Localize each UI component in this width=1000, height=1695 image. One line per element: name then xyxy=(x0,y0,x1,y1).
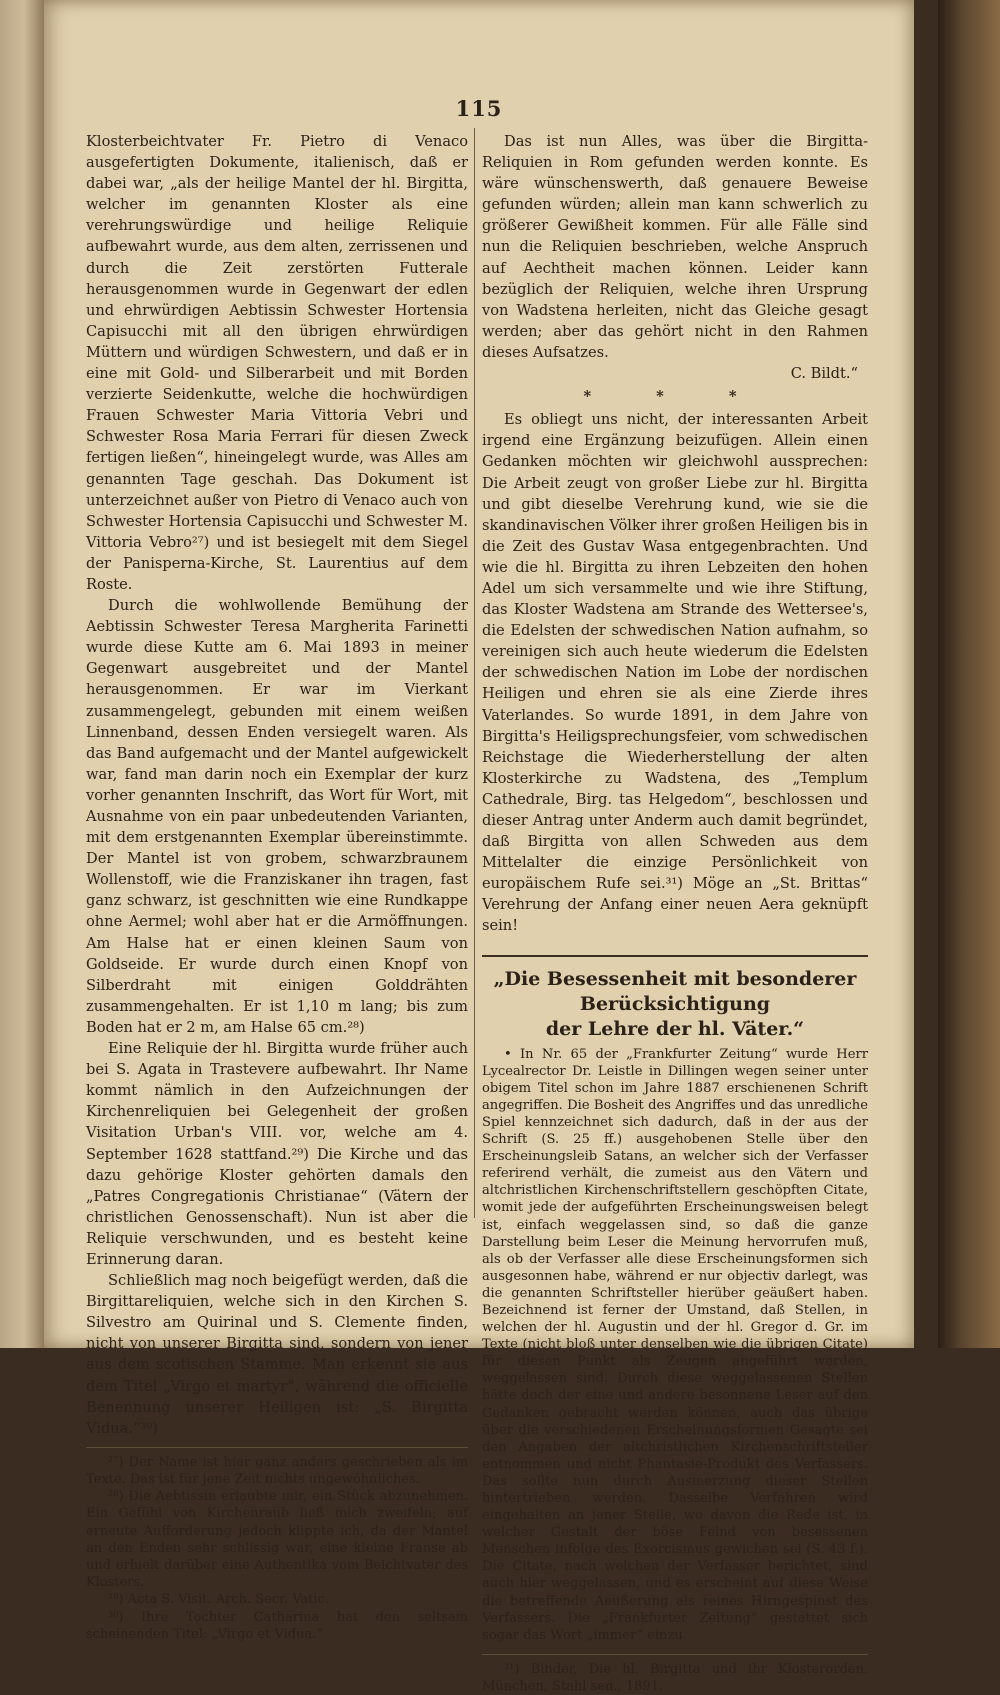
book-page xyxy=(44,0,914,1695)
article-title-line-1: „Die Besessenheit mit besonderer Berücksichtigung xyxy=(493,967,857,1015)
footnote-29: ²⁹) Acta S. Visit. Arch. Secr. Vatic. xyxy=(108,1592,329,1608)
left-paragraph-3: Eine Reliquie der hl. Birgitta wurde früher auch bei S. Agata in Trastevere aufbewahrt. Ihr Name kommt nämlich in den Aufzeichnungen der Kirchenreliquien bei Gelegenheit der großen Visitation Urban's VIII. vor, welche am 4. September 1628 stattfand.²⁹) Die Kirche und das dazu gehörige Kloster gehörten damals den „Patres Congregationis Christianae“ (Vätern der christlichen Genossenschaft). Nun ist aber die Reliquie verschwunden, und es besteht keine Erinnerung daran. xyxy=(86,1040,468,1268)
book-cover-edge-right xyxy=(938,0,1000,1348)
footnote-28: ²⁸) Die Aebtissin erlaubte mir, ein Stück abzunehmen. Ein Gefühl von Kirchenraub ließ mich zweifeln; auf erneute Aufforderung jedoch klippte ich, da der Mantel an den Enden sehr schlissig war, eine kleine Franse ab und erhielt darüber eine Authentika vom Beichtvater des Klosters. xyxy=(86,1489,468,1591)
page-number: 115 xyxy=(455,96,503,121)
left-paragraph-1: Klosterbeichtvater Fr. Pietro di Venaco ausgefertigten Dokumente, italienisch, daß er dabei war, „als der heilige Mantel der hl. Birgitta, welcher im genannten Kloster als eine verehrungswürdige und heilige Reliquie aufbewahrt wurde, aus dem alten, zerrissenen und durch die Zeit zerstörten Futterale herausgenommen wurde in Gegenwart der edlen und ehrwürdigen Aebtissin Schwester Hortensia Capisucchi mit all den übrigen ehrwürdigen Müttern und würdigen Schwestern, und daß er in eine mit Gold- und Silberarbeit und mit Borden verzierte Seidenkutte, welche die hochwürdigen Frauen Schwester Maria Vittoria Vebri und Schwester Rosa Maria Ferrari für diesen Zweck fertigen ließen“, hineingelegt wurde, was Alles am genannten Tage geschah. Das Dokument ist unterzeichnet außer von Pietro di Venaco auch von Schwester Hortensia Capisucchi und Schwester M. Vittoria Vebro²⁷) und ist besiegelt mit dem Siegel der Panisperna-Kirche, St. Laurentius auf dem Roste. xyxy=(86,133,468,593)
article-body: • In Nr. 65 der „Frankfurter Zeitung“ wurde Herr Lycealrector Dr. Leistle in Dillingen wegen seiner unter obigem Titel schon im Jahre 1887 erschienenen Schrift angegriffen. Die Bosheit des Angriffes und das unredliche Spiel kennzeichnet sich dadurch, daß in der aus der Schrift (S. 25 ff.) ausgehobenen Stelle über den Erscheinungsleib Satans, an welcher sich der Verfasser referirend verhält, die zumeist aus den Vätern und altchristlichen Kirchenschriftstellern geschöpften Citate, womit jede der aufgeführten Erscheinungsweisen belegt ist, einfach weggelassen sind, so daß die ganze Darstellung beim Leser die Meinung hervorrufen muß, als ob der Verfasser alle diese Erscheinungsformen sich ausgesonnen habe, während er nur objectiv darlegt, was die genannten Schriftsteller hierüber geäußert haben. Bezeichnend ist ferner der Umstand, daß Stellen, in welchen der hl. Augustin und der hl. Gregor d. Gr. im Texte (nicht bloß unter denselben wie die übrigen Citate) für diesen Punkt als Zeugen angeführt werden, weggelassen sind. Durch diese weggelassenen Stellen hätte doch der eine und andere besonnene Leser auf den Gedanken gebracht werden können, auch das übrige über die verschiedenen Erscheinungsformen Gesagte sei den Angaben der altchristlichen Kirchenschriftsteller entnommen und nicht Phantasie-Produkt des Verfassers. Das sollte nun durch Ausmerzung dieser Stellen hintertrieben werden. Dasselbe Verfahren wird eingehalten an jener Stelle, wo davon die Rede ist, in welcher Gestalt der böse Feind von besessenen Menschen infolge des Exorcismus gewichen sei (S. 43 f.). Die Citate, nach welchen der Verfasser berichtet, sind auch hier weggelassen, und es erscheint auf diese Weise die betreffende Aeußerung als reines Hirngespinst des Verfassers. Die „Frankfurter Zeitung“ gestattet sich sogar das Wort „immer“ einzu xyxy=(482,1046,868,1643)
right-column xyxy=(482,131,868,1695)
right-paragraph-2: Es obliegt uns nicht, der interessanten Arbeit irgend eine Ergänzung beizufügen. Allein einen Gedanken möchten wir gleichwohl aussprechen: Die Arbeit zeugt von großer Liebe zur hl. Birgitta und gibt dieselbe Verehrung kund, wie sie die skandinavischen Völker ihrer großen Heiligen bis in die Zeit des Gustav Wasa entgegenbrachten. Und wie die hl. Birgitta zu ihren Lebzeiten den hohen Adel um sich versammelte und wie ihre Stiftung, das Kloster Wadstena am Strande des Wettersee's, die Edelsten der schwedischen Nation aufnahm, so vereinigen sich auch heute wiederum die Edelsten der schwedischen Nation im Lobe der nordischen Heiligen und ehren sie als eine Zierde ihres Vaterlandes. So wurde 1891, in dem Jahre von Birgitta's Heiligsprechungsfeier, vom schwedischen Reichstage die Wiederherstellung der alten Klosterkirche zu Wadstena, des „Templum Cathedrale, Birg. tas Helgedom“, beschlossen und dieser Antrag unter Anderm auch damit begründet, daß Birgitta von allen Schweden aus dem Mittelalter die einzige Persönlichkeit von europäischem Rufe sei.³¹) Möge an „St. Brittas“ Verehrung der Anfang einer neuen Aera geknüpft sein! xyxy=(482,411,868,935)
footnote-31: ³¹) Binder, Die hl. Birgitta und ihr Klosterorden. München, Stahl sen., 1891. xyxy=(482,1661,868,1695)
article-title-line-2: der Lehre der hl. Väter.“ xyxy=(545,1017,805,1040)
section-stars: * * * xyxy=(583,388,767,406)
left-paragraph-2: Durch die wohlwollende Bemühung der Aebtissin Schwester Teresa Margherita Farinetti wurde diese Kutte am 6. Mai 1893 in meiner Gegenwart ausgebreitet und der Mantel herausgenommen. Er war im Vierkant zusammengelegt, gebunden mit einem weißen Linnenband, dessen Enden versiegelt waren. Als das Band aufgemacht und der Mantel aufgewickelt war, fand man darin noch ein Exemplar der kurz vorher genannten Inschrift, das Wort für Wort, mit Ausnahme von ein paar unbedeutenden Varianten, mit dem erstgenannten Exemplar übereinstimmte. Der Mantel ist von grobem, schwarzbraunem Wollenstoff, wie die Franziskaner ihn tragen, fast ganz schwarz, ist geschnitten wie eine Rundkappe ohne Aermel; wohl aber hat er die Armöffnungen. Am Halse hat er einen kleinen Saum von Goldseide. Er wurde durch einen Knopf von Silberdraht mit einigen Golddrähten zusammengehalten. Er ist 1,10 m lang; bis zum Boden hat er 2 m, am Halse 65 cm.²⁸) xyxy=(86,597,468,1036)
right-footnotes xyxy=(482,1654,868,1695)
left-column xyxy=(86,131,468,1643)
book-spine-left xyxy=(0,0,44,1348)
article-heading xyxy=(482,955,868,1042)
column-divider xyxy=(474,128,475,1218)
right-paragraph-1: Das ist nun Alles, was über die Birgitta-Reliquien in Rom gefunden werden konnte. Es wäre wünschenswerth, daß genauere Beweise gefunden würden; allein man kann schwerlich zu größerer Gewißheit kommen. Für alle Fälle sind nun die Reliquien beschrieben, welche Anspruch auf Aechtheit machen können. Leider kann bezüglich der Reliquien, welche ihren Ursprung von Wadstena herleiten, nicht das Gleiche gesagt werden; aber das gehört nicht in den Rahmen dieses Aufsatzes. xyxy=(482,133,868,361)
left-paragraph-4: Schließlich mag noch beigefügt werden, daß die Birgittareliquien, welche sich in den Kirchen S. Silvestro am Quirinal und S. Clemente finden, nicht von unserer Birgitta sind, sondern von jener aus dem scotischen Stamme. Man erkennt sie aus dem Titel „Virgo et martyr“, während die officielle Benennung unserer Heiligen ist: „S. Birgitta Vidua.“³⁰) xyxy=(86,1272,468,1437)
left-footnotes xyxy=(86,1447,468,1643)
footnote-30: ³⁰) Ihre Tochter Catharina hat den seltsam scheinenden Titel: „Virgo et Vidua.“ xyxy=(86,1609,468,1642)
author-signature: C. Bildt.“ xyxy=(790,365,858,383)
footnote-27: ²⁷) Der Name ist hier ganz anders geschrieben als im Texte. Das ist für jene Zeit nichts ungewöhnliches. xyxy=(86,1454,468,1488)
